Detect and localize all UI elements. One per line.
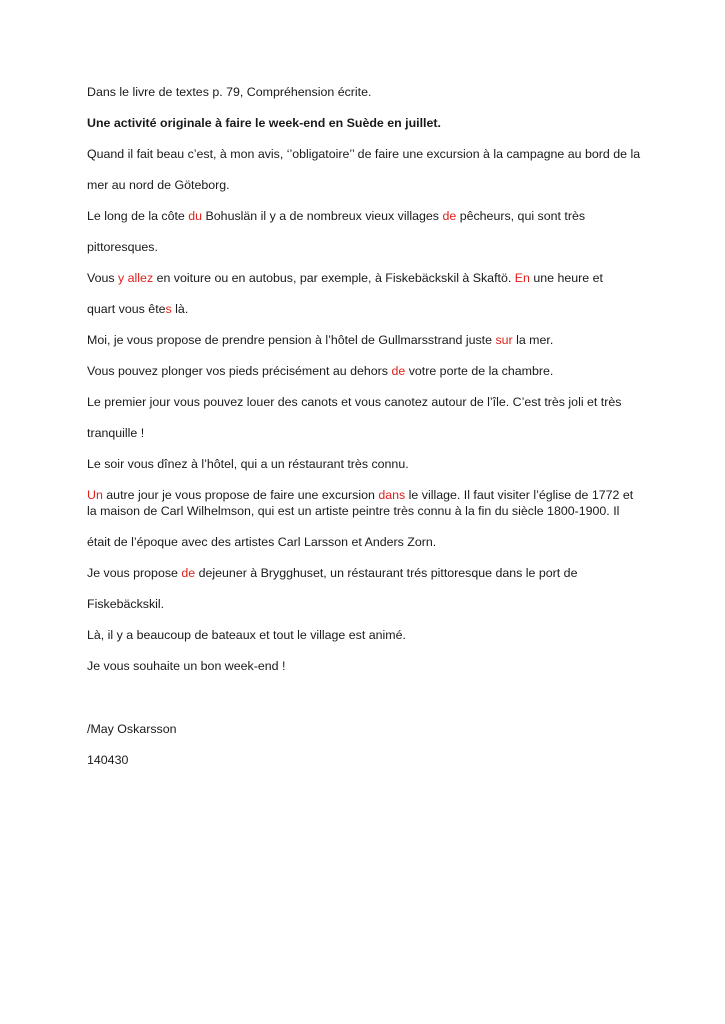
text-segment: Moi, je vous propose de prendre pension à l’hôtel de Gullmarsstrand juste xyxy=(87,333,496,347)
text-line xyxy=(87,752,128,768)
text-segment: Là, il y a beaucoup de bateaux et tout le village est animé. xyxy=(87,628,406,642)
corrected-word: de xyxy=(442,209,457,223)
text-line xyxy=(87,146,640,162)
corrected-word: s xyxy=(165,302,172,316)
text-line xyxy=(87,487,633,503)
text-segment: dejeuner à Brygghuset, un réstaurant trés pittoresque dans le port de xyxy=(195,566,578,580)
text-line xyxy=(87,208,585,224)
text-line xyxy=(87,565,577,581)
corrected-word: Un xyxy=(87,488,103,502)
text-line xyxy=(87,596,164,612)
text-segment: là. xyxy=(171,302,189,316)
text-line xyxy=(87,301,188,317)
corrected-word: sur xyxy=(495,333,513,347)
text-segment: Quand il fait beau c’est, à mon avis, ‘’obligatoire’’ de faire une excursion à la campagne au bord de la xyxy=(87,147,641,161)
corrected-word: y allez xyxy=(118,271,154,285)
text-line xyxy=(87,425,144,441)
text-segment: le village. Il faut visiter l’église de 1772 et xyxy=(405,488,634,502)
text-segment: Le long de la côte xyxy=(87,209,189,223)
text-line xyxy=(87,503,619,519)
text-segment: Dans le livre de textes p. 79, Compréhension écrite. xyxy=(87,85,372,99)
text-line xyxy=(87,332,553,348)
text-segment: tranquille ! xyxy=(87,426,145,440)
text-line xyxy=(87,363,553,379)
text-segment: Le premier jour vous pouvez louer des canots et vous canotez autour de l’île. C’est très joli et très xyxy=(87,395,622,409)
text-segment: mer au nord de Göteborg. xyxy=(87,178,230,192)
text-line xyxy=(87,177,230,193)
text-segment: Le soir vous dînez à l’hôtel, qui a un réstaurant très connu. xyxy=(87,457,409,471)
text-line xyxy=(87,534,436,550)
text-segment: Une activité originale à faire le week-end en Suède en juillet. xyxy=(87,116,441,130)
text-segment: en voiture ou en autobus, par exemple, à Fiskebäckskil à Skaftö. xyxy=(153,271,515,285)
text-segment: Fiskebäckskil. xyxy=(87,597,165,611)
text-line xyxy=(87,394,621,410)
text-segment: quart vous ête xyxy=(87,302,166,316)
text-segment: pittoresques. xyxy=(87,240,158,254)
text-line xyxy=(87,84,371,100)
corrected-word: de xyxy=(391,364,406,378)
text-segment: Je vous propose xyxy=(87,566,182,580)
corrected-word: du xyxy=(188,209,203,223)
text-segment: Vous xyxy=(87,271,119,285)
text-line xyxy=(87,721,177,737)
text-line xyxy=(87,658,285,674)
text-segment: autre jour je vous propose de faire une excursion xyxy=(102,488,379,502)
corrected-word: dans xyxy=(378,488,406,502)
text-segment: Bohuslän il y a de nombreux vieux villages xyxy=(202,209,443,223)
text-segment: votre porte de la chambre. xyxy=(405,364,554,378)
text-segment: /May Oskarsson xyxy=(87,722,177,736)
text-line xyxy=(87,270,603,286)
text-segment: une heure et xyxy=(529,271,603,285)
text-line xyxy=(87,239,158,255)
text-line xyxy=(87,627,406,643)
text-segment: était de l’époque avec des artistes Carl Larsson et Anders Zorn. xyxy=(87,535,437,549)
text-line xyxy=(87,456,409,472)
text-segment: pêcheurs, qui sont très xyxy=(456,209,586,223)
text-segment: Vous pouvez plonger vos pieds précisément au dehors xyxy=(87,364,392,378)
corrected-word: En xyxy=(514,271,530,285)
text-segment: la mer. xyxy=(512,333,554,347)
text-segment: la maison de Carl Wilhelmson, qui est un artiste peintre très connu à la fin du siècle 1800-1900. Il xyxy=(87,504,620,518)
text-segment: Je vous souhaite un bon week-end ! xyxy=(87,659,286,673)
text-segment: 140430 xyxy=(87,753,129,767)
corrected-word: de xyxy=(181,566,196,580)
text-line xyxy=(87,115,441,131)
